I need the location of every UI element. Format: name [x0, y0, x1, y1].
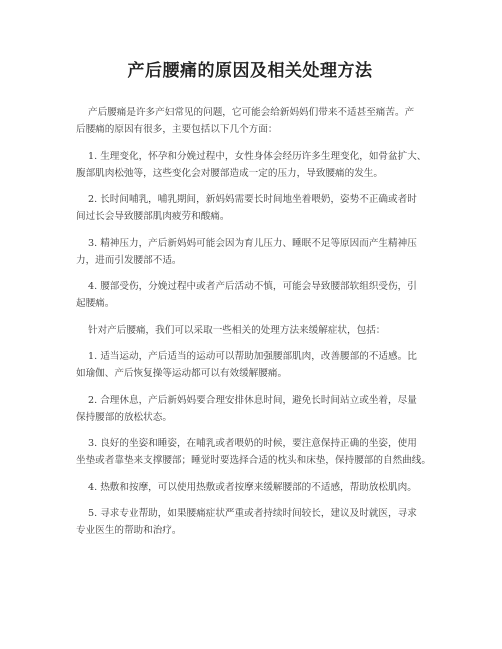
paragraph-line: 1. 适当运动，产后适当的运动可以帮助加强腰部肌肉，改善腰部的不适感。比 — [88, 351, 417, 362]
paragraph-line: 后腰痛的原因有很多，主要包括以下几个方面： — [76, 124, 278, 135]
page-title: 产后腰痛的原因及相关处理方法 — [127, 61, 373, 81]
paragraph-line: 起腰痛。 — [76, 298, 115, 309]
paragraph-line: 产后腰痛是许多产妇常见的问题，它可能会给新妈妈们带来不适甚至痛苦。产 — [88, 107, 415, 118]
paragraph-treatment-5 — [76, 505, 432, 539]
paragraph-treatment-4 — [88, 479, 432, 496]
paragraph-line: 1. 生理变化，怀孕和分娩过程中，女性身体会经历许多生理变化，如骨盆扩大、 — [88, 150, 427, 162]
paragraph-line: 2. 合理休息，产后新妈妈要合理安排休息时间，避免长时间站立或坐着，尽量 — [88, 394, 417, 406]
paragraph-cause-1 — [76, 148, 432, 182]
paragraph-line: 5. 寻求专业帮助，如果腰痛症状严重或者持续时间较长，建议及时就医，寻求 — [88, 508, 417, 519]
paragraph-line: 保持腰部的放松状态。 — [76, 411, 172, 423]
paragraph-cause-4 — [76, 278, 432, 312]
paragraph-intro — [76, 104, 432, 138]
paragraph-cause-3 — [76, 235, 432, 269]
paragraph-line: 针对产后腰痛，我们可以采取一些相关的处理方法来缓解症状，包括： — [88, 324, 386, 336]
paragraph-line: 坐垫或者靠垫来支撑腰部；睡觉时要选择合适的枕头和床垫，保持腰部的自然曲线。 — [76, 455, 431, 466]
paragraph-line: 2. 长时间哺乳，哺乳期间，新妈妈需要长时间地坐着喂奶，姿势不正确或者时 — [88, 194, 417, 205]
paragraph-line: 4. 腰部受伤，分娩过程中或者产后活动不慎，可能会导致腰部软组织受伤，引 — [88, 281, 417, 292]
paragraph-line: 腹部肌肉松弛等，这些变化会对腰部造成一定的压力，导致腰痛的发生。 — [76, 167, 383, 179]
paragraph-treatment-3 — [76, 435, 432, 469]
paragraph-line: 间过长会导致腰部肌肉疲劳和酸痛。 — [76, 211, 230, 222]
paragraph-cause-2 — [76, 191, 432, 225]
paragraph-treatment-2 — [76, 392, 432, 426]
paragraph-line: 4. 热敷和按摩，可以使用热敷或者按摩来缓解腰部的不适感，帮助放松肌肉。 — [88, 481, 417, 493]
paragraph-line: 如瑜伽、产后恢复操等运动都可以有效缓解腰痛。 — [76, 368, 288, 379]
paragraph-treatment-intro — [88, 322, 432, 339]
paragraph-line: 力，进而引发腰部不适。 — [76, 254, 182, 266]
paragraph-line: 3. 精神压力，产后新妈妈可能会因为育儿压力、睡眠不足等原因而产生精神压 — [88, 237, 417, 249]
paragraph-treatment-1 — [76, 348, 432, 382]
paragraph-line: 3. 良好的坐姿和睡姿，在哺乳或者喂奶的时候，要注意保持正确的坐姿，使用 — [88, 438, 417, 449]
paragraph-line: 专业医生的帮助和治疗。 — [76, 525, 182, 536]
